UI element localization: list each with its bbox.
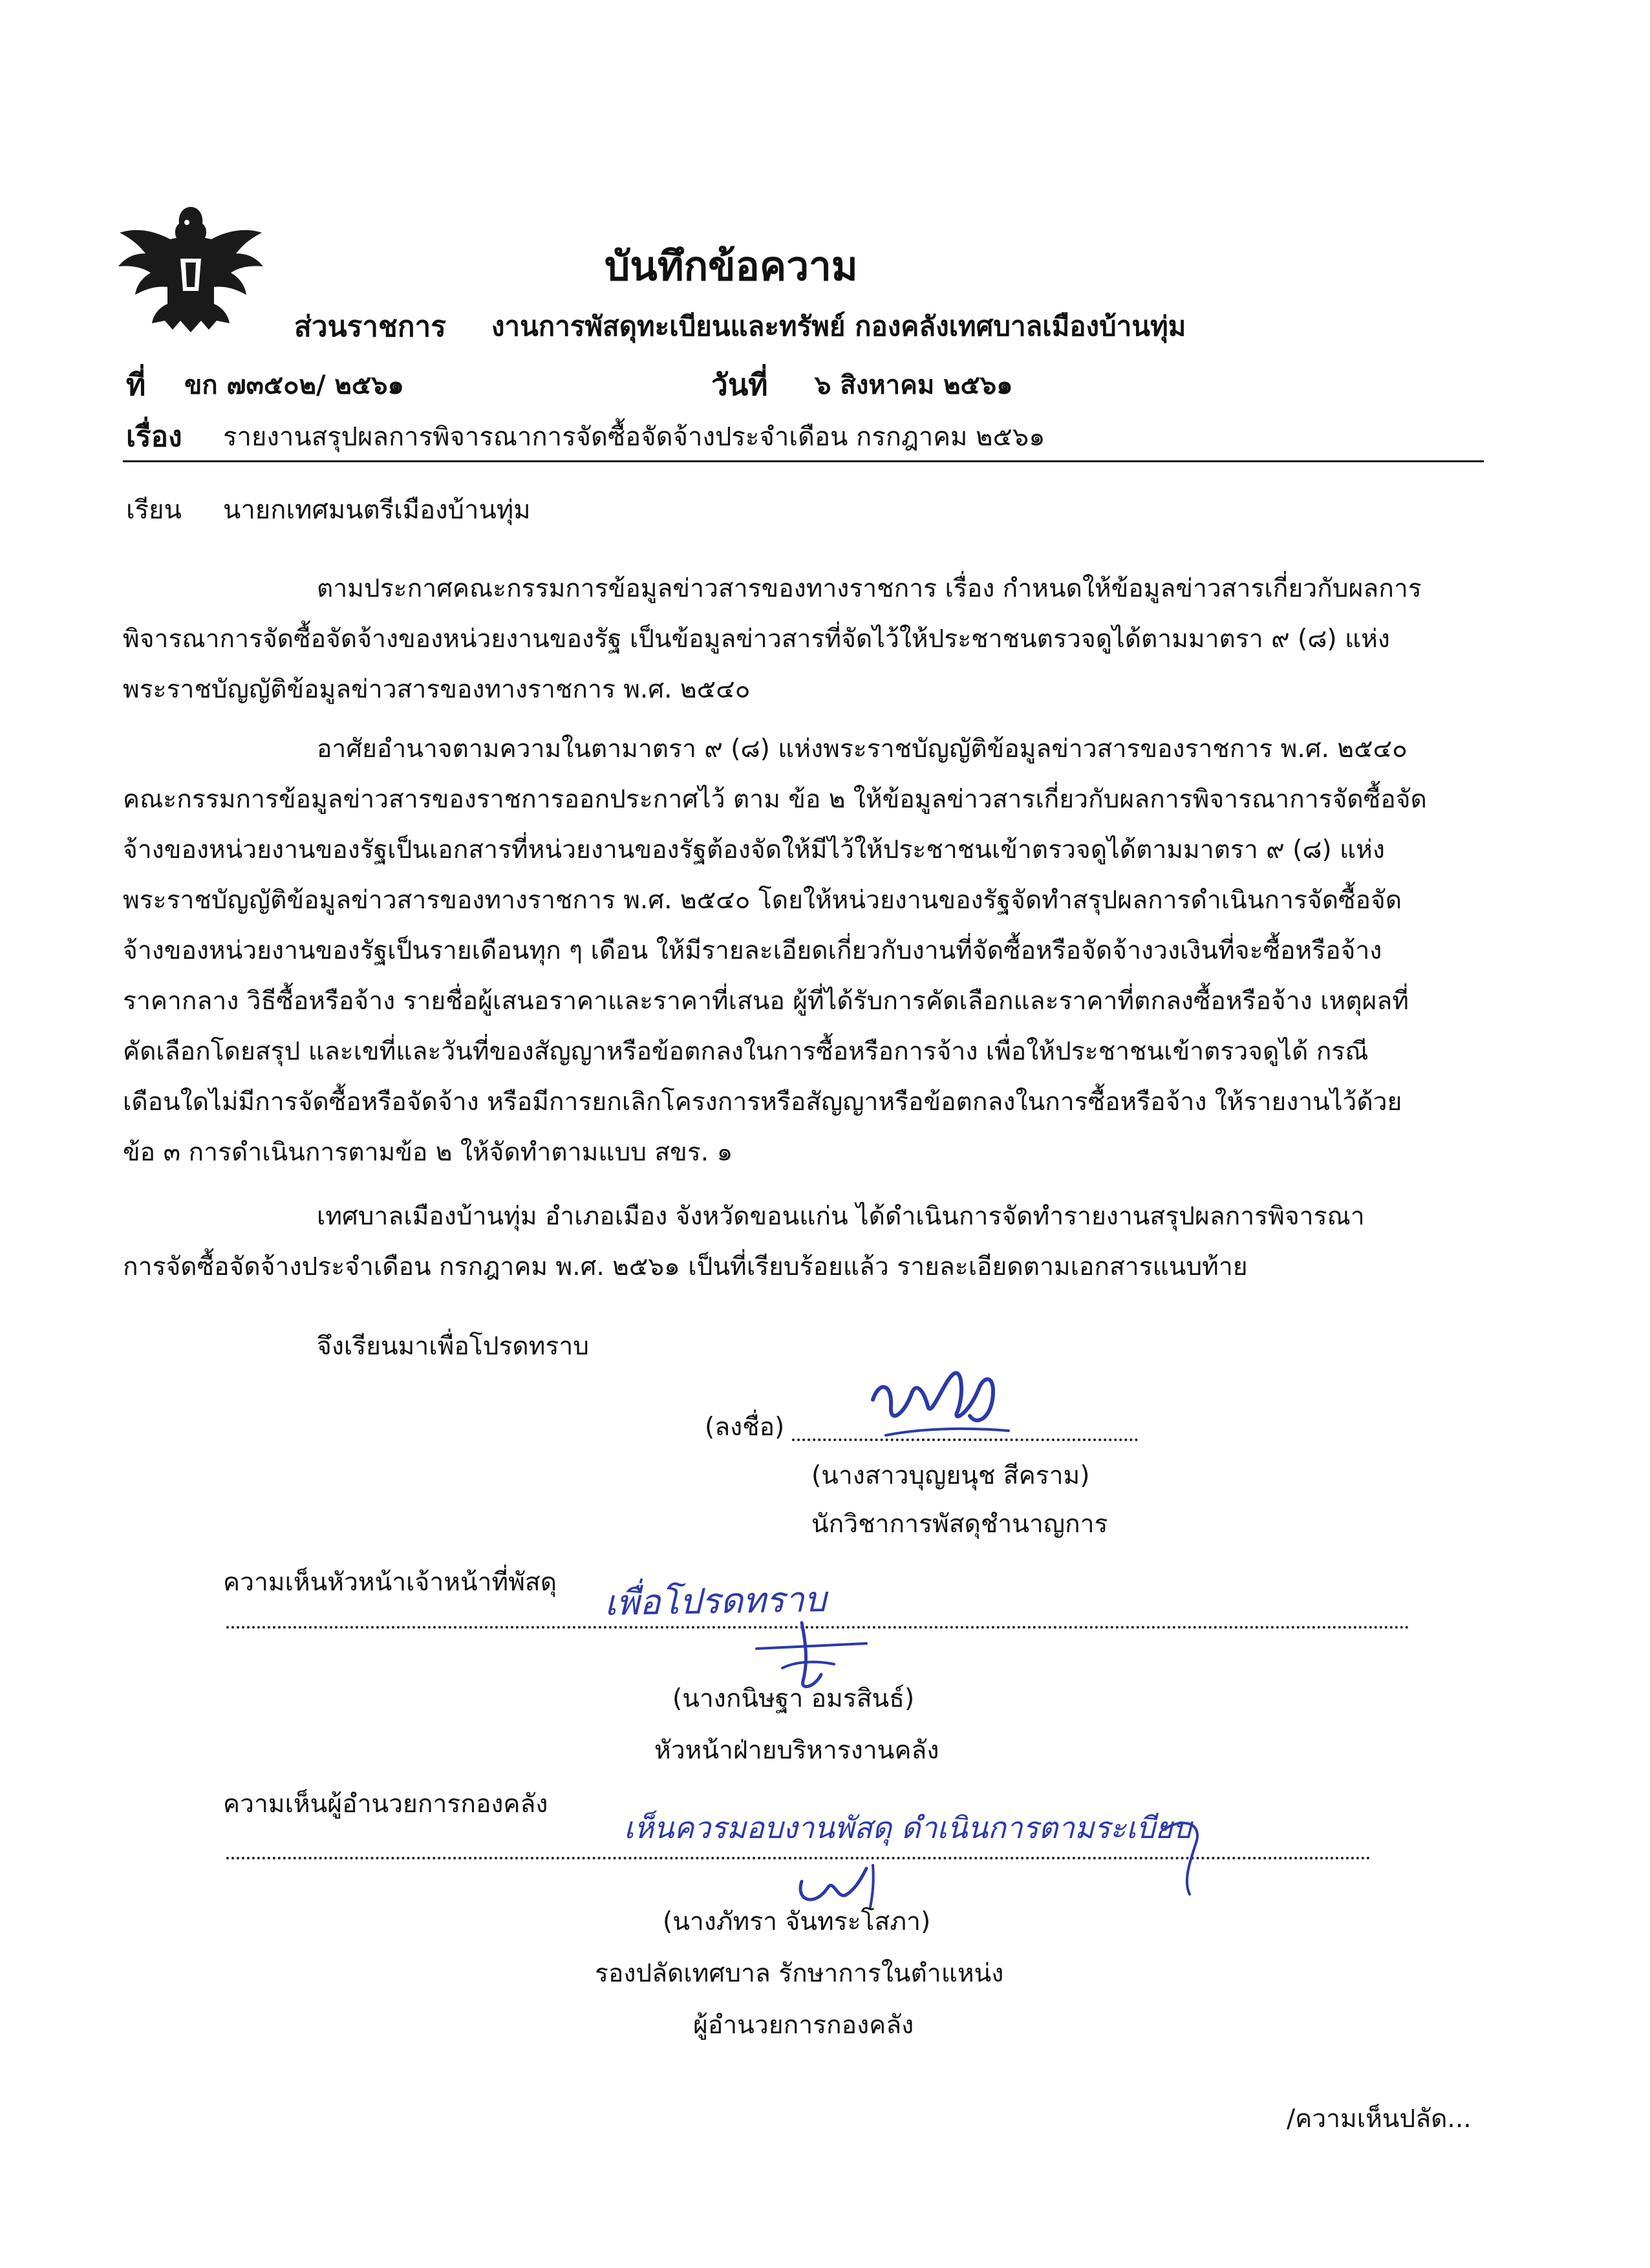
paragraph-3-line: เทศบาลเมืองบ้านทุ่ม อำเภอเมือง จังหวัดขอนแก่น ได้ดำเนินการจัดทำรายงานสรุปผลการพิจารณา — [317, 1202, 1365, 1231]
ref-label: ที่ — [126, 367, 146, 402]
opinion2-handwritten: เห็นควรมอบงานพัสดุ ดำเนินการตามระเบียบ — [624, 1810, 1192, 1845]
subject-label: เรื่อง — [126, 420, 182, 453]
signature-mark-icon — [866, 1354, 1015, 1445]
subject-text: รายงานสรุปผลการพิจารณาการจัดซื้อจัดจ้างประจำเดือน กรกฎาคม ๒๕๖๑ — [223, 422, 1045, 452]
signatory-position: นักวิชาการพัสดุชำนาญการ — [811, 1510, 1108, 1539]
paragraph-2-line: อาศัยอำนาจตามความในตามาตรา ๙ (๘) แห่งพระราชบัญญัติข้อมูลข่าวสารของราชการ พ.ศ. ๒๕๔๐ — [317, 734, 1408, 764]
paragraph-2-line: จ้างของหน่วยงานของรัฐเป็นเอกสารที่หน่วยงานของรัฐต้องจัดให้มีไว้ให้ประชาชนเข้าตรวจดูได้ตามมาตรา ๙ (๘) แห่ง — [123, 835, 1385, 864]
paragraph-2-line: จ้างของหน่วยงานของรัฐเป็นรายเดือนทุก ๆ เดือน ให้มีรายละเอียดเกี่ยวกับงานที่จัดซื้อหรือจัดจ้างวงเงินที่จะซื้อหรือจ้าง — [123, 936, 1382, 965]
paragraph-2 — [123, 724, 1481, 1178]
paragraph-3-line: การจัดซื้อจัดจ้างประจำเดือน กรกฎาคม พ.ศ. ๒๕๖๑ เป็นที่เรียบร้อยแล้ว รายละเอียดตามเอกสารแนบท้าย — [123, 1252, 1248, 1281]
paragraph-2-line: คัดเลือกโดยสรุป และเขที่และวันที่ของสัญญาหรือข้อตกลงในการซื้อหรือการจ้าง เพื่อให้ประชาชนเข้าตรวจดูได้ กรณี — [123, 1037, 1369, 1066]
closing-line: จึงเรียนมาเพื่อโปรดทราบ — [317, 1332, 590, 1361]
opinion2-name: (นางภัทรา จันทระโสภา) — [663, 1907, 931, 1936]
continuation-note: /ความเห็นปลัด... — [1287, 2104, 1472, 2134]
opinion2-flourish-icon — [1151, 1804, 1222, 1901]
opinion2-position-2: ผู้อำนวยการกองคลัง — [693, 2011, 914, 2040]
header-rule — [123, 460, 1484, 462]
to-label: เรียน — [126, 495, 182, 525]
paragraph-1-line: พิจารณาการจัดซื้อจัดจ้างของหน่วยงานของรัฐ เป็นข้อมูลข่าวสารที่จัดไว้ให้ประชาชนตรวจดูได้ตามมาตรา ๙ (๘) แห่ง — [123, 625, 1390, 654]
opinion1-name: (นางกนิษฐา อมรสินธ์) — [672, 1684, 915, 1713]
paragraph-1 — [123, 564, 1481, 715]
memo-title: บันทึกข้อความ — [605, 242, 858, 290]
opinion2-label: ความเห็นผู้อำนวยการกองคลัง — [223, 1790, 548, 1819]
agency-label: ส่วนราชการ — [294, 310, 446, 343]
date-label: วันที่ — [711, 367, 768, 402]
opinion1-position: หัวหน้าฝ่ายบริหารงานคลัง — [654, 1736, 939, 1765]
memo-date: ๖ สิงหาคม ๒๕๖๑ — [815, 370, 1013, 400]
paragraph-2-line: คณะกรรมการข้อมูลข่าวสารของราชการออกประกาศไว้ ตาม ข้อ ๒ ให้ข้อมูลข่าวสารเกี่ยวกับผลการพิจารณาการจัดซื้อจัด — [123, 785, 1427, 814]
paragraph-2-line: เดือนใดไม่มีการจัดซื้อหรือจัดจ้าง หรือมีการยกเลิกโครงการหรือสัญญาหรือข้อตกลงในการซื้อหรือจ้าง ให้รายงานไว้ด้วย — [123, 1087, 1402, 1117]
garuda-emblem-icon — [113, 194, 268, 343]
opinion1-label: ความเห็นหัวหน้าเจ้าหน้าที่พัสดุ — [223, 1568, 557, 1597]
sign-label: (ลงชื่อ) — [705, 1413, 785, 1442]
paragraph-3 — [123, 1192, 1481, 1292]
signatory-name: (นางสาวบุญยนุช สีคราม) — [811, 1461, 1090, 1490]
opinion2-position-1: รองปลัดเทศบาล รักษาการในตำแหน่ง — [595, 1959, 1004, 1988]
ref-number: ขก ๗๓๕๐๒/ ๒๕๖๑ — [184, 370, 404, 400]
paragraph-1-line: พระราชบัญญัติข้อมูลข่าวสารของทางราชการ พ.ศ. ๒๕๔๐ — [123, 675, 751, 704]
paragraph-2-line: พระราชบัญญัติข้อมูลข่าวสารของทางราชการ พ.ศ. ๒๕๔๐ โดยให้หน่วยงานของรัฐจัดทำสรุปผลการดำเนินการจัดซื้อจัด — [123, 886, 1402, 915]
to-recipient: นายกเทศมนตรีเมืองบ้านทุ่ม — [223, 495, 531, 525]
opinion1-handwritten: เพื่อโปรดทราบ — [604, 1579, 827, 1623]
agency-name: งานการพัสดุทะเบียนและทรัพย์ กองคลังเทศบาลเมืองบ้านทุ่ม — [491, 310, 1186, 342]
paragraph-2-line: ราคากลาง วิธีซื้อหรือจ้าง รายชื่อผู้เสนอราคาและราคาที่เสนอ ผู้ที่ได้รับการคัดเลือกและราคาที่ตกลงซื้อหรือจ้าง เหตุผลที่ — [123, 987, 1409, 1016]
paragraph-2-line: ข้อ ๓ การดำเนินการตามข้อ ๒ ให้จัดทำตามแบบ สขร. ๑ — [123, 1138, 733, 1167]
paragraph-1-line: ตามประกาศคณะกรรมการข้อมูลข่าวสารของทางราชการ เรื่อง กำหนดให้ข้อมูลข่าวสารเกี่ยวกับผลการ — [317, 574, 1422, 603]
